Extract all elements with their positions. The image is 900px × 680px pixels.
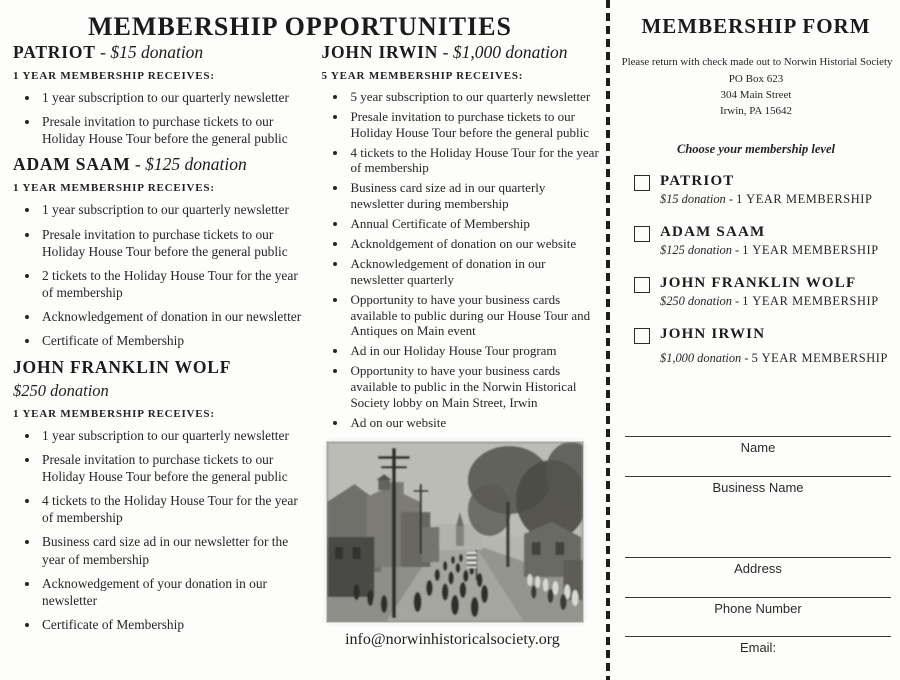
- membership-checkbox[interactable]: [634, 226, 650, 242]
- option-name: PATRIOT: [660, 172, 735, 189]
- membership-checkbox[interactable]: [634, 175, 650, 191]
- choose-level-label: Choose your membership level: [677, 141, 835, 156]
- write-in-line[interactable]: [625, 557, 891, 558]
- benefit-item: • Acknoldgement of donation on our website: [348, 236, 600, 252]
- field-label: Business Name: [712, 480, 804, 495]
- benefit-item: • Business card size ad in our quarterly newsletter during membership: [348, 180, 600, 211]
- form-field[interactable]: [625, 557, 891, 576]
- option-text: [660, 173, 873, 207]
- form-field[interactable]: [625, 476, 891, 495]
- level-donation: $1,000 donation: [452, 42, 568, 62]
- option-detail: [660, 351, 888, 366]
- membership-option[interactable]: [634, 173, 900, 207]
- level-section-john-irwin: [321, 42, 600, 430]
- level-name: ADAM SAAM: [13, 154, 131, 175]
- field-label: Address: [734, 561, 782, 576]
- benefit-item: • Acknowledgement of donation in our newsletter: [40, 308, 307, 325]
- level-donation: $125 donation: [145, 154, 247, 175]
- write-in-line[interactable]: [625, 476, 891, 477]
- level-name: PATRIOT: [13, 42, 96, 62]
- option-donation: $125 donation: [660, 242, 732, 257]
- option-detail: [660, 243, 879, 258]
- option-term: 1 YEAR MEMBERSHIP: [742, 293, 879, 308]
- left-column: [13, 42, 307, 649]
- benefit-item: • 4 tickets to the Holiday House Tour for the year of membership: [348, 145, 600, 176]
- benefit-item: • Acknowledgement of donation in our newsletter quarterly: [348, 256, 600, 287]
- historic-street-photo: [327, 442, 583, 622]
- write-in-line[interactable]: [625, 636, 891, 637]
- option-detail: [660, 192, 873, 207]
- option-name: JOHN FRANKLIN WOLF: [660, 274, 857, 291]
- membership-options: [634, 173, 900, 366]
- benefit-item: • Presale invitation to purchase tickets to our Holiday House Tour before the general public: [40, 451, 307, 485]
- benefit-item: • Acknowedgement of your donation in our newsletter: [40, 575, 307, 609]
- dash-separator: -: [744, 350, 749, 365]
- benefit-item: • Business card size ad in our newsletter for the year of membership: [40, 533, 307, 567]
- benefit-item: • Presale invitation to purchase tickets to our Holiday House Tour before the general public: [40, 226, 307, 260]
- level-heading: [321, 42, 600, 63]
- level-section-adam-saam: [13, 154, 307, 349]
- benefits-list: [13, 427, 307, 634]
- benefit-item: • Ad in our Holiday House Tour program: [348, 343, 600, 359]
- option-text: [660, 224, 879, 258]
- membership-option[interactable]: [634, 224, 900, 258]
- dash-separator: -: [134, 154, 141, 175]
- address-line: Irwin, PA 15642: [719, 104, 793, 117]
- benefit-item: • Certificate of Membership: [40, 616, 307, 633]
- level-heading: [13, 42, 307, 63]
- form-field[interactable]: [625, 636, 891, 655]
- form-field[interactable]: [625, 436, 891, 455]
- benefit-item: • Presale invitation to purchase tickets to our Holiday House Tour before the general public: [348, 109, 600, 140]
- option-name: ADAM SAAM: [660, 223, 766, 240]
- dash-separator: -: [728, 191, 733, 206]
- benefit-item: • 2 tickets to the Holiday House Tour for the year of membership: [40, 267, 307, 301]
- option-term: 5 YEAR MEMBERSHIP: [751, 350, 889, 365]
- benefit-item: • 1 year subscription to our quarterly newsletter: [40, 427, 307, 444]
- dash-separator: -: [100, 42, 106, 62]
- option-donation: $250 donation: [660, 293, 732, 308]
- return-instructions: Please return with check made out to Norwin Historial Society: [621, 56, 893, 68]
- address-line: 304 Main Street: [720, 88, 792, 101]
- benefit-item: • Ad on our website: [348, 415, 600, 431]
- benefit-item: • Annual Certificate of Membership: [348, 216, 600, 232]
- benefit-item: • Presale invitation to purchase tickets to our Holiday House Tour before the general public: [40, 113, 307, 147]
- write-in-line[interactable]: [625, 436, 891, 437]
- address-line: PO Box 623: [728, 73, 784, 85]
- receives-label: 1 YEAR MEMBERSHIP RECEIVES:: [13, 70, 215, 82]
- perforation-dashed-line: [606, 0, 610, 680]
- option-term: 1 YEAR MEMBERSHIP: [742, 242, 879, 257]
- level-heading: [13, 357, 307, 378]
- form-field[interactable]: [625, 597, 891, 616]
- mailing-address: [612, 72, 900, 120]
- dash-separator: -: [442, 42, 449, 62]
- level-name: JOHN IRWIN: [321, 42, 439, 62]
- level-donation: $15 donation: [110, 42, 204, 62]
- benefit-item: • 1 year subscription to our quarterly newsletter: [40, 89, 307, 106]
- benefit-item: • 4 tickets to the Holiday House Tour for the year of membership: [40, 492, 307, 526]
- field-label: Name: [740, 440, 776, 455]
- contact-email: info@norwinhistoricalsociety.org: [345, 631, 560, 649]
- dash-separator: -: [735, 293, 740, 308]
- level-donation: $250 donation: [13, 380, 109, 400]
- form-title: MEMBERSHIP FORM: [641, 14, 871, 38]
- option-detail: [660, 294, 879, 309]
- field-label: Email:: [739, 640, 777, 655]
- write-in-line[interactable]: [625, 597, 891, 598]
- receives-label: 5 YEAR MEMBERSHIP RECEIVES:: [321, 70, 524, 82]
- option-text: [660, 275, 879, 309]
- benefits-list: [13, 201, 307, 349]
- option-text: [660, 326, 888, 366]
- page-title: MEMBERSHIP OPPORTUNITIES: [88, 12, 512, 41]
- benefit-item: • 1 year subscription to our quarterly newsletter: [40, 201, 307, 218]
- membership-form-page: [612, 0, 900, 680]
- level-section-john-franklin-wolf: [13, 357, 307, 634]
- level-name: JOHN FRANKLIN WOLF: [13, 356, 232, 377]
- membership-option[interactable]: [634, 275, 900, 309]
- receives-label: 1 YEAR MEMBERSHIP RECEIVES:: [13, 182, 215, 195]
- field-label: Phone Number: [714, 601, 802, 616]
- option-name: JOHN IRWIN: [660, 325, 766, 342]
- benefit-item: • Opportunity to have your business cards available to public during our House Tour and Antiques on Main event: [348, 292, 600, 339]
- option-term: 1 YEAR MEMBERSHIP: [736, 191, 873, 206]
- level-heading: [13, 154, 307, 175]
- option-donation: $15 donation: [660, 191, 726, 206]
- level-section-patriot: [13, 42, 307, 147]
- benefit-item: • Certificate of Membership: [40, 332, 307, 349]
- dash-separator: -: [735, 242, 740, 257]
- benefit-item: • Opportunity to have your business cards available to public in the Norwin Historical Society lobby on Main Street, Irwin: [348, 363, 600, 410]
- receives-label: 1 YEAR MEMBERSHIP RECEIVES:: [13, 407, 215, 420]
- benefit-item: • 5 year subscription to our quarterly newsletter: [348, 89, 600, 105]
- benefits-list: [321, 89, 600, 430]
- benefits-list: [13, 89, 307, 147]
- membership-checkbox[interactable]: [634, 277, 650, 293]
- middle-column: [307, 42, 600, 649]
- membership-checkbox[interactable]: [634, 328, 650, 344]
- option-donation: $1,000 donation: [660, 350, 742, 365]
- membership-option[interactable]: [634, 326, 900, 366]
